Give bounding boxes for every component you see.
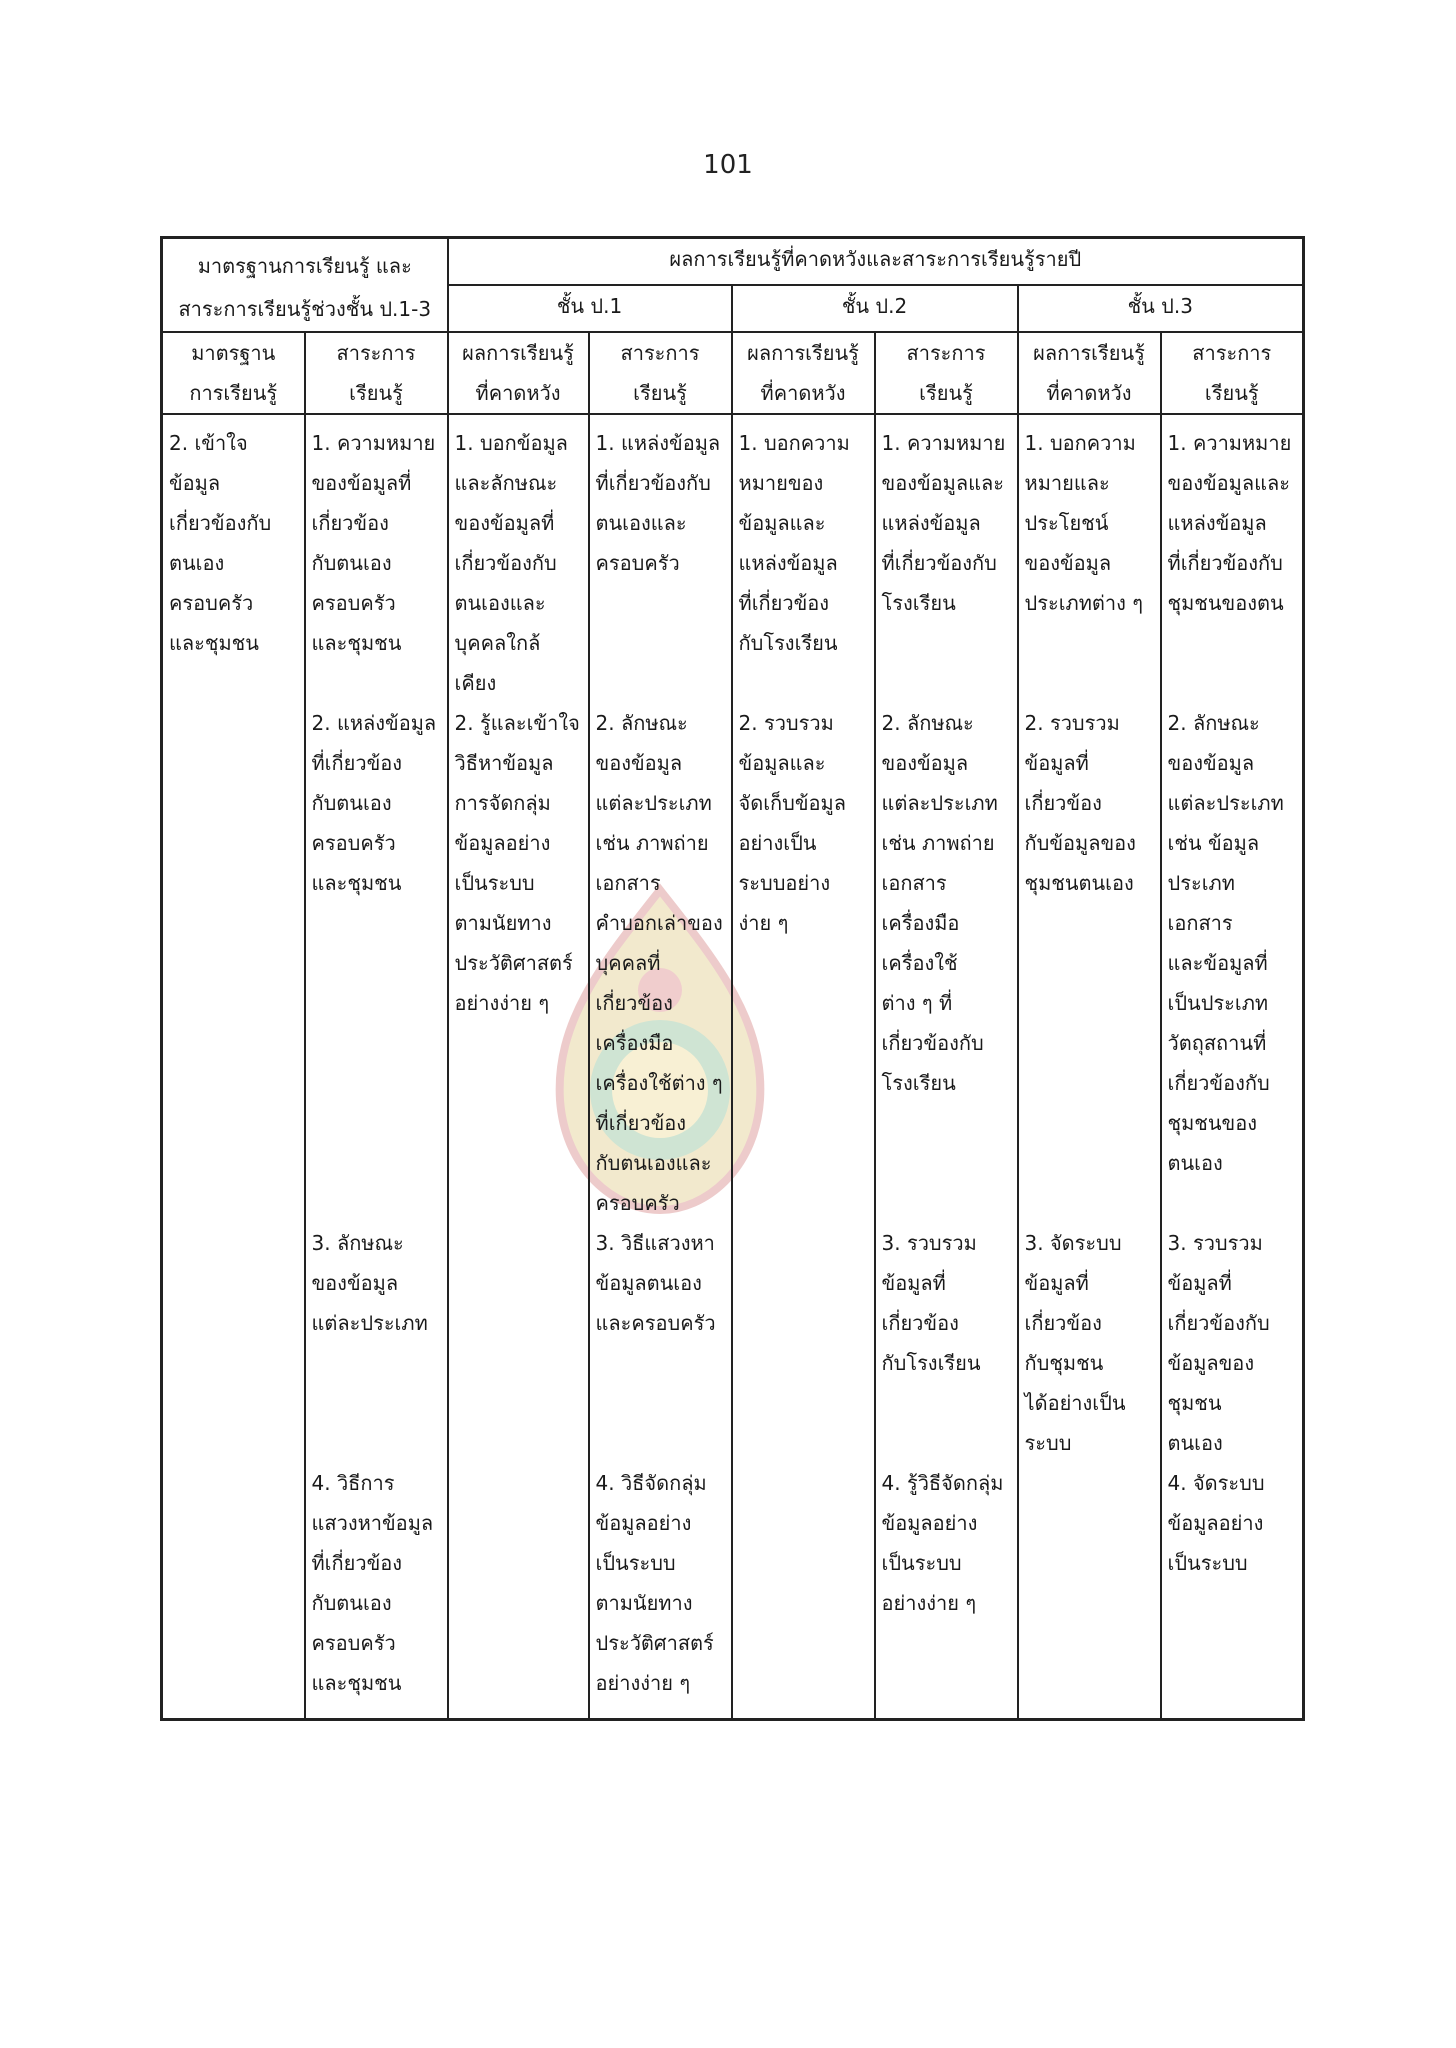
table-cell: 2. ลักษณะ ของข้อมูล แต่ละประเภท เช่น ภาพถ่าย เอกสาร คำบอกเล่าของ บุคคลที่เกี่ยวข้อง เครื่องมือ เครื่องใช้ต่าง ๆ ที่เกี่ยวข้อง กับตนเองและ ครอบครัว (589, 703, 732, 1223)
table-cell: 1. ความหมาย ของข้อมูลและ แหล่งข้อมูล ที่เกี่ยวข้องกับ ชุมชนของตน (1161, 414, 1304, 703)
column-header: ผลการเรียนรู้ ที่คาดหวัง (1018, 332, 1161, 414)
table-row (162, 703, 1304, 1223)
curriculum-table (160, 236, 1305, 1721)
table-cell (1018, 1463, 1161, 1720)
header-standards: มาตรฐานการเรียนรู้ และ สาระการเรียนรู้ช่วงชั้น ป.1-3 (162, 238, 448, 333)
table-cell: 3. ลักษณะ ของข้อมูล แต่ละประเภท (305, 1223, 448, 1463)
table-cell: 2. รู้และเข้าใจ วิธีหาข้อมูล การจัดกลุ่ม ข้อมูลอย่าง เป็นระบบ ตามนัยทาง ประวัติศาสตร์ อย่างง่าย ๆ (448, 703, 589, 1223)
table-cell: 4. วิธีการ แสวงหาข้อมูล ที่เกี่ยวข้อง กับตนเอง ครอบครัว และชุมชน (305, 1463, 448, 1720)
table-cell: 3. จัดระบบ ข้อมูลที่เกี่ยวข้อง กับชุมชน ได้อย่างเป็น ระบบ (1018, 1223, 1161, 1463)
table-cell: 4. รู้วิธีจัดกลุ่ม ข้อมูลอย่าง เป็นระบบ อย่างง่าย ๆ (875, 1463, 1018, 1720)
table-row (162, 1223, 1304, 1463)
table-cell: 2. รวบรวม ข้อมูลที่เกี่ยวข้อง กับข้อมูลของ ชุมชนตนเอง (1018, 703, 1161, 1223)
table-cell: 4. จัดระบบ ข้อมูลอย่าง เป็นระบบ (1161, 1463, 1304, 1720)
header-grade-p2: ชั้น ป.2 (732, 285, 1018, 332)
table-cell: 3. รวบรวม ข้อมูลที่ เกี่ยวข้องกับ ข้อมูลของชุมชน ตนเอง (1161, 1223, 1304, 1463)
header-grade-p3: ชั้น ป.3 (1018, 285, 1304, 332)
table-cell: 1. บอกข้อมูล และลักษณะ ของข้อมูลที่ เกี่ยวข้องกับ ตนเองและ บุคคลใกล้เคียง (448, 414, 589, 703)
column-header: ผลการเรียนรู้ ที่คาดหวัง (448, 332, 589, 414)
page-number: 101 (703, 150, 753, 180)
table-cell (732, 1223, 875, 1463)
table-cell: 2. ลักษณะ ของข้อมูล แต่ละประเภท เช่น ข้อมูล ประเภทเอกสาร และข้อมูลที่ เป็นประเภท วัตถุสถานที่ เกี่ยวข้องกับ ชุมชนของ ตนเอง (1161, 703, 1304, 1223)
column-header: ผลการเรียนรู้ ที่คาดหวัง (732, 332, 875, 414)
table-cell: 1. บอกความ หมายของ ข้อมูลและ แหล่งข้อมูล ที่เกี่ยวข้อง กับโรงเรียน (732, 414, 875, 703)
table-cell: 1. แหล่งข้อมูล ที่เกี่ยวข้องกับ ตนเองและ ครอบครัว (589, 414, 732, 703)
column-header: สาระการ เรียนรู้ (305, 332, 448, 414)
table-cell: 2. ลักษณะ ของข้อมูล แต่ละประเภท เช่น ภาพถ่าย เอกสาร เครื่องมือ เครื่องใช้ ต่าง ๆ ที่ เกี่ยวข้องกับ โรงเรียน (875, 703, 1018, 1223)
column-header: สาระการ เรียนรู้ (875, 332, 1018, 414)
table-cell: 2. แหล่งข้อมูล ที่เกี่ยวข้อง กับตนเอง ครอบครัว และชุมชน (305, 703, 448, 1223)
table-row (162, 1463, 1304, 1720)
table-cell: 1. ความหมาย ของข้อมูลและ แหล่งข้อมูล ที่เกี่ยวข้องกับ โรงเรียน (875, 414, 1018, 703)
table-cell: 2. รวบรวม ข้อมูลและ จัดเก็บข้อมูล อย่างเป็น ระบบอย่าง ง่าย ๆ (732, 703, 875, 1223)
table-cell: 4. วิธีจัดกลุ่ม ข้อมูลอย่าง เป็นระบบ ตามนัยทาง ประวัติศาสตร์ อย่างง่าย ๆ (589, 1463, 732, 1720)
table-cell: 3. วิธีแสวงหา ข้อมูลตนเอง และครอบครัว (589, 1223, 732, 1463)
column-header: สาระการ เรียนรู้ (589, 332, 732, 414)
table-cell (732, 1463, 875, 1720)
header-grade-p1: ชั้น ป.1 (448, 285, 732, 332)
table-cell: 2. เข้าใจข้อมูล เกี่ยวข้องกับ ตนเอง ครอบครัว และชุมชน (162, 414, 305, 1720)
table-cell: 1. บอกความ หมายและ ประโยชน์ ของข้อมูล ประเภทต่าง ๆ (1018, 414, 1161, 703)
table-row (162, 414, 1304, 703)
table-cell: 1. ความหมาย ของข้อมูลที่ เกี่ยวข้อง กับตนเอง ครอบครัว และชุมชน (305, 414, 448, 703)
table-cell (448, 1223, 589, 1463)
column-header: สาระการ เรียนรู้ (1161, 332, 1304, 414)
table-cell (448, 1463, 589, 1720)
column-header: มาตรฐาน การเรียนรู้ (162, 332, 305, 414)
header-learning-outcomes: ผลการเรียนรู้ที่คาดหวังและสาระการเรียนรู้รายปี (448, 238, 1304, 286)
table-cell: 3. รวบรวม ข้อมูลที่เกี่ยวข้อง กับโรงเรียน (875, 1223, 1018, 1463)
